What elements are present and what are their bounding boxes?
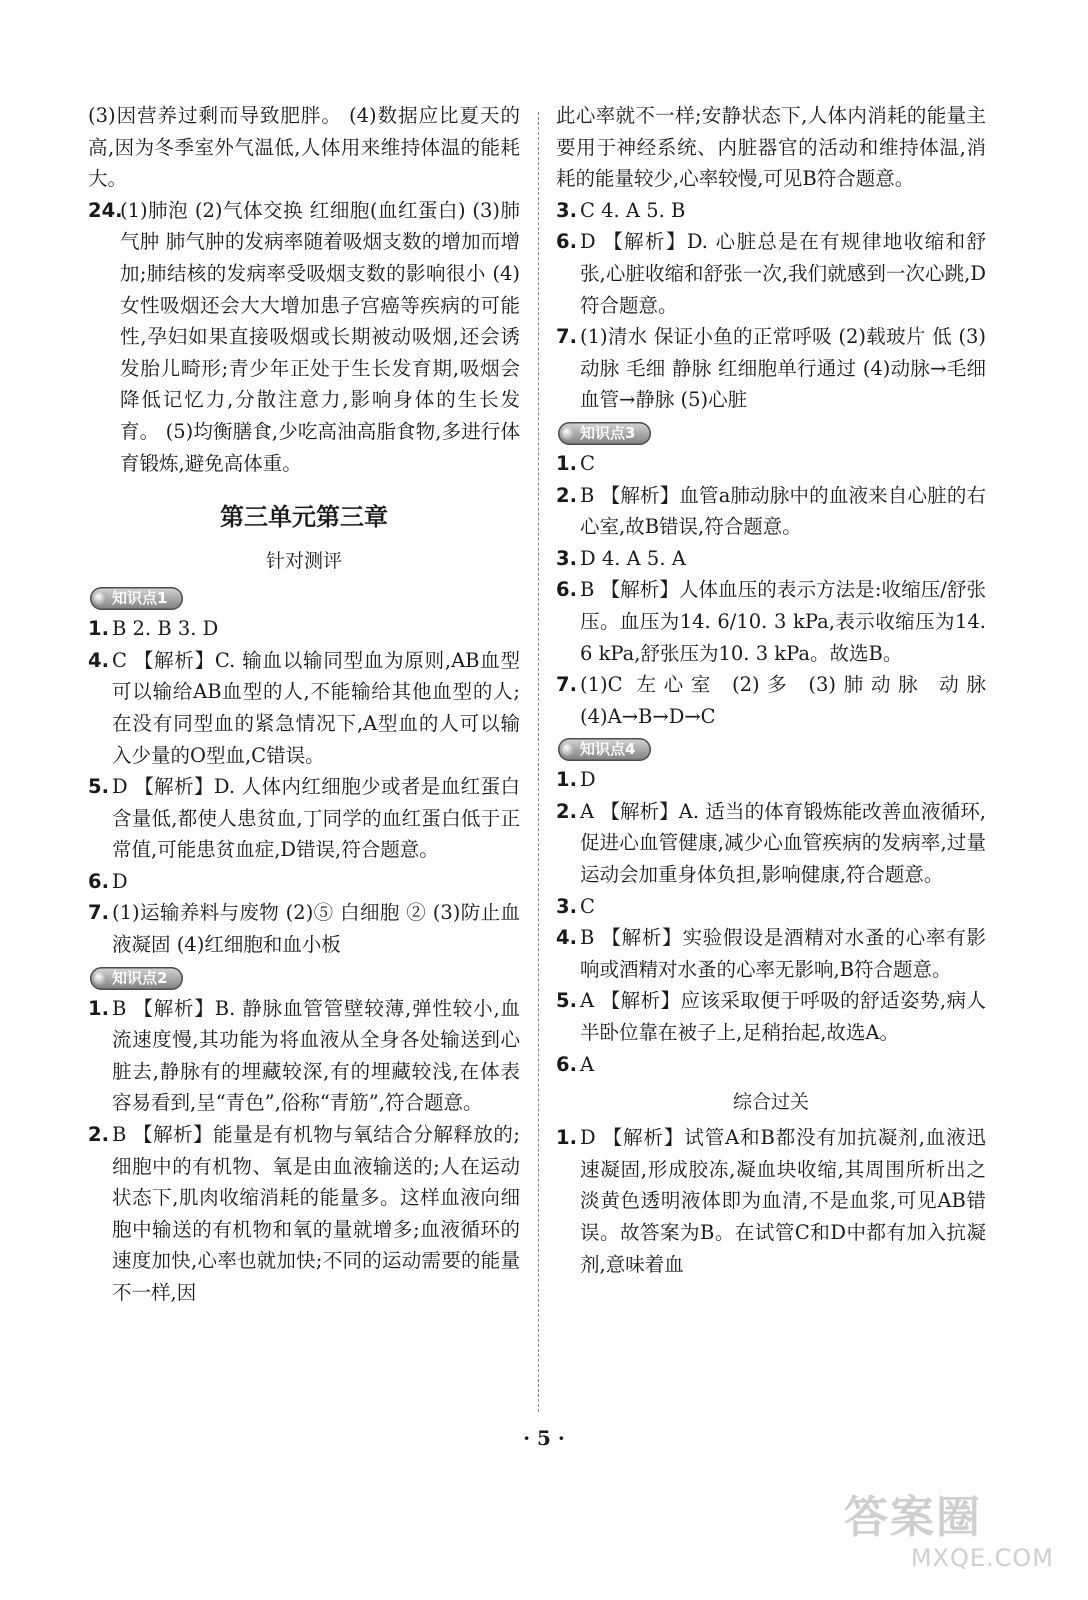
item-text: D xyxy=(112,869,128,893)
answer-item xyxy=(556,195,986,227)
answer-item xyxy=(556,321,986,416)
item-number: 3. xyxy=(556,546,577,570)
item-text: B 【解析】血管a肺动脉中的血液来自心脏的右心室,故B错误,符合题意。 xyxy=(580,483,986,539)
item-text: C 4. A 5. B xyxy=(580,198,686,222)
item-text: A xyxy=(580,1052,595,1076)
item-text: (1)清水 保证小鱼的正常呼吸 (2)载玻片 低 (3)动脉 毛细 静脉 红细胞单行通过 (4)动脉→毛细血管→静脉 (5)心脏 xyxy=(580,325,986,412)
knowledge-point-badge-2: 知识点2 xyxy=(90,967,183,990)
answer-item xyxy=(88,993,520,1119)
item-text: C xyxy=(580,451,595,475)
item-text: B 【解析】B. 静脉血管管壁较薄,弹性较小,血流速度慢,其功能为将血液从全身各处输送到心脏去,静脉有的埋藏较深,有的埋藏较浅,在体表容易看到,呈“青色”,俗称“青筋”,符合题意。 xyxy=(112,996,520,1115)
answer-item xyxy=(556,1049,986,1081)
item-text: (1)C 左心室 (2)多 (3)肺动脉 动脉 (4)A→B→D→C xyxy=(580,673,986,728)
item-number: 1. xyxy=(556,451,577,475)
answer-item xyxy=(556,796,986,891)
item-number: 5. xyxy=(556,989,577,1013)
answer-item xyxy=(88,771,520,866)
page-number: · 5 · xyxy=(523,1426,565,1450)
item-number: 2. xyxy=(556,799,577,823)
answer-item xyxy=(556,922,986,985)
item-number: 1. xyxy=(88,996,109,1020)
item-text: A 【解析】A. 适当的体育锻炼能改善血液循环,促进心血管健康,减少心血管疾病的发病率,过量运动会加重身体负担,影响健康,符合题意。 xyxy=(580,799,986,887)
right-column xyxy=(556,100,986,1280)
item-number: 1. xyxy=(88,617,109,641)
answer-item xyxy=(88,1119,520,1309)
kp2-list-continued xyxy=(556,195,986,416)
watermark-logo xyxy=(844,1492,1054,1574)
item-text: B 2. B 3. D xyxy=(112,617,219,641)
kp2-list xyxy=(88,993,520,1309)
item-text: A 【解析】应该采取便于呼吸的舒适姿势,病人半卧位靠在被子上,足稍抬起,故选A。 xyxy=(580,989,986,1045)
watermark-mark: 答案圈 xyxy=(844,1492,982,1543)
item-number: 2. xyxy=(88,1123,109,1147)
knowledge-point-badge-4: 知识点4 xyxy=(558,738,651,761)
item-number: 3. xyxy=(556,894,577,918)
answer-item xyxy=(88,613,520,645)
item-text: (1)运输养料与废物 (2)⑤ 白细胞 ② (3)防止血液凝固 (4)红细胞和血小板 xyxy=(112,901,520,957)
item-text: D 【解析】D. 人体内红细胞少或者是血红蛋白含量低,都使人患贫血,丁同学的血红蛋白低于正常值,可能患贫血症,D错误,符合题意。 xyxy=(112,775,520,862)
item-text: (1)肺泡 (2)气体交换 红细胞(血红蛋白) (3)肺气肿 肺气肿的发病率随着吸烟支数的增加而增加;肺结核的发病率受吸烟支数的影响很小 (4)女性吸烟还会大大增加患子宫癌等疾病的可能性,孕妇如果直接吸烟或长期被动吸烟,还会诱发胎儿畸形;青少年正处于生长发育期,吸烟会降低记忆力,分散注意力,影响身体的生长发育。 (5)均衡膳食,少吃高油高脂食物,多进行体育锻炼,避免高体重。 xyxy=(120,198,520,475)
item-text: D 【解析】试管A和B都没有加抗凝剂,血液迅速凝固,形成胶冻,凝血块收缩,其周围所析出之淡黄色透明液体即为血清,不是血浆,可见AB错误。故答案为B。在试管C和D中都有加入抗凝剂,意味着血 xyxy=(580,1126,986,1276)
item-number: 24. xyxy=(88,198,123,222)
answer-item xyxy=(556,985,986,1048)
section-title-comprehensive: 综合过关 xyxy=(732,1091,809,1114)
answer-item xyxy=(556,574,986,669)
item-number: 1. xyxy=(556,768,577,792)
item-number: 4. xyxy=(556,926,577,950)
answer-item xyxy=(556,1122,986,1280)
item-number: 6. xyxy=(556,230,577,254)
answer-item xyxy=(556,764,986,796)
answer-item xyxy=(88,897,520,960)
item-number: 7. xyxy=(556,673,577,697)
answer-item xyxy=(88,866,520,898)
item-text: B 【解析】能量是有机物与氧结合分解释放的;细胞中的有机物、氧是由血液输送的;人在运动状态下,肌肉收缩消耗的能量多。这样血液向细胞中输送的有机物和氧的量就增多;血液循环的速度加快,心率也就加快;不同的运动需要的能量不一样,因 xyxy=(112,1123,520,1304)
item-text: C xyxy=(580,894,595,918)
kp1-list xyxy=(88,613,520,961)
comprehensive-list xyxy=(556,1122,986,1280)
paragraph-continued: (3)因营养过剩而导致肥胖。 (4)数据应比夏天的高,因为冬季室外气温低,人体用来维持体温的能耗大。 xyxy=(88,104,520,191)
answer-item xyxy=(556,448,986,480)
item-number: 4. xyxy=(88,648,109,672)
kp4-list xyxy=(556,764,986,1080)
item-text: B 【解析】人体血压的表示方法是:收缩压/舒张压。血压为14. 6/10. 3 kPa,表示收缩压为14. 6 kPa,舒张压为10. 3 kPa。故选B。 xyxy=(580,578,986,665)
knowledge-point-badge-3: 知识点3 xyxy=(558,422,651,445)
item-text: D 【解析】D. 心脏总是在有规律地收缩和舒张,心脏收缩和舒张一次,我们就感到一次心跳,D符合题意。 xyxy=(580,230,986,317)
paragraph-continued: 此心率就不一样;安静状态下,人体内消耗的能量主要用于神经系统、内脏器官的活动和维持体温,消耗的能量较少,心率较慢,可见B符合题意。 xyxy=(556,104,986,191)
column-divider xyxy=(538,112,539,1412)
item-text: B 【解析】实验假设是酒精对水蚤的心率有影响或酒精对水蚤的心率无影响,B符合题意。 xyxy=(580,926,986,981)
item-text: C 【解析】C. 输血以输同型血为原则,AB血型可以输给AB血型的人,不能输给其他血型的人;在没有同型血的紧急情况下,A型血的人可以输入少量的O型血,C错误。 xyxy=(112,648,520,767)
chapter-title: 第三单元第三章 xyxy=(220,503,388,532)
answer-item xyxy=(556,669,986,732)
item-text: D xyxy=(580,768,596,792)
answer-item xyxy=(556,226,986,321)
item-number: 6. xyxy=(556,578,577,602)
item-number: 3. xyxy=(556,198,577,222)
knowledge-point-badge-1: 知识点1 xyxy=(90,587,183,610)
kp3-list xyxy=(556,448,986,732)
answer-item-24 xyxy=(88,195,520,479)
item-number: 6. xyxy=(88,869,109,893)
item-text: D 4. A 5. A xyxy=(580,546,686,570)
item-number: 6. xyxy=(556,1052,577,1076)
item-number: 5. xyxy=(88,775,109,799)
answer-item xyxy=(88,645,520,771)
section-title: 针对测评 xyxy=(265,550,342,573)
item-number: 7. xyxy=(556,325,577,349)
answer-item xyxy=(556,480,986,543)
answer-item xyxy=(556,891,986,923)
left-column xyxy=(88,100,520,1309)
item-number: 1. xyxy=(556,1126,577,1150)
item-number: 2. xyxy=(556,483,577,507)
item-number: 7. xyxy=(88,901,109,925)
answer-item xyxy=(556,543,986,575)
watermark-url: MXQE.COM xyxy=(910,1544,1054,1572)
